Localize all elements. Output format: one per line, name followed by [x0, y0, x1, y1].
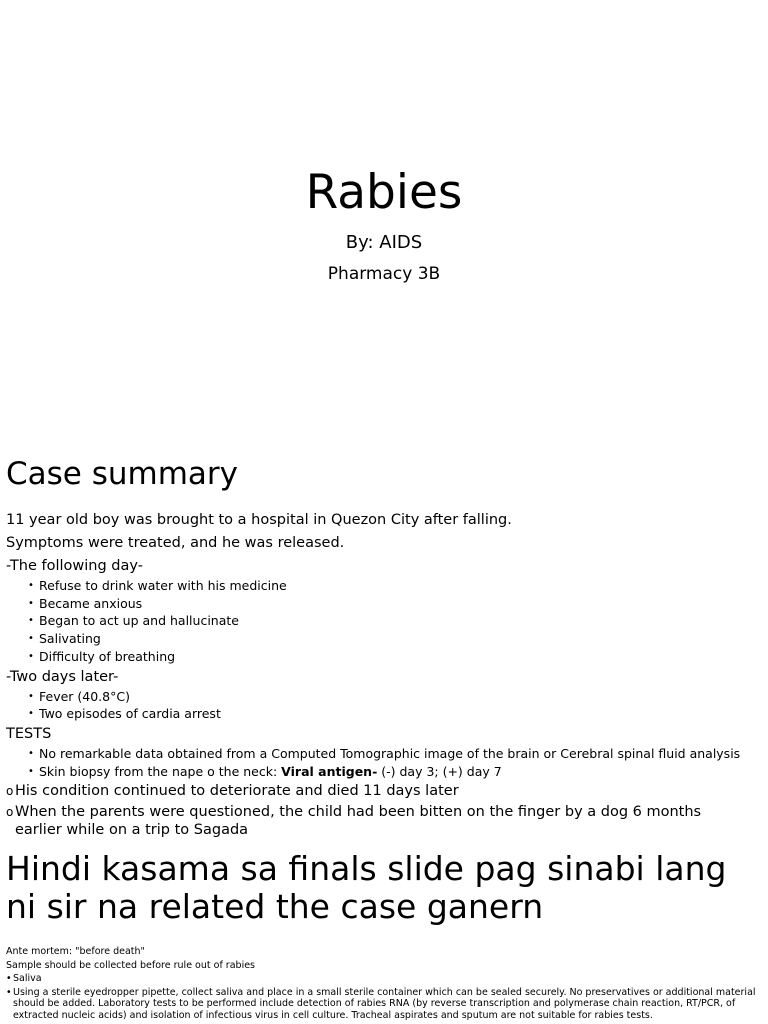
condition-item	[6, 782, 766, 800]
summary-line: 11 year old boy was brought to a hospital in Quezon City after falling.	[6, 512, 512, 528]
class-line: Pharmacy 3B	[327, 264, 441, 284]
tests-label: TESTS	[6, 725, 52, 742]
overlay-note: Hindi kasama sa finals slide pag sinabi lang ni sir na related the case ganern	[6, 849, 727, 926]
parents-text: When the parents were questioned, the child had been bitten on the finger by a dog 6 months earlier while on a trip to Sagada	[15, 804, 702, 839]
list-item: • No remarkable data obtained from a Computed Tomographic image of the brain or Cerebral spinal fluid analysis	[28, 745, 766, 763]
summary-line: Symptoms were treated, and he was released.	[6, 535, 345, 551]
author-line: By: AIDS	[345, 232, 423, 253]
parents-item	[6, 803, 766, 839]
list-item: • Difficulty of breathing	[28, 648, 766, 666]
two-days-list	[6, 688, 766, 723]
list-item	[28, 763, 766, 781]
tests-list	[6, 745, 766, 780]
list-item: • Became anxious	[28, 595, 766, 613]
following-day-list	[6, 577, 766, 666]
saliva-bullet: • Saliva	[6, 973, 758, 985]
title-slide	[0, 0, 768, 440]
case-summary-body	[6, 511, 766, 842]
ante-mortem-notes	[6, 946, 758, 1023]
viral-antigen-label: Viral antigen-	[281, 763, 378, 779]
list-item: • Refuse to drink water with his medicine	[28, 577, 766, 595]
two-days-label: -Two days later-	[6, 668, 119, 685]
tests-item-suffix: (-) day 3; (+) day 7	[377, 763, 502, 779]
circle-bullet: o	[6, 784, 14, 799]
list-item: • Began to act up and hallucinate	[28, 612, 766, 630]
following-day-label: -The following day-	[6, 558, 143, 574]
sample-line: Sample should be collected before rule out of rabies	[6, 959, 255, 971]
case-summary-heading: Case summary	[6, 456, 239, 492]
condition-text: His condition continued to deteriorate and died 11 days later	[15, 783, 459, 800]
ante-mortem-line: Ante mortem: "before death"	[6, 946, 145, 957]
list-item: • Fever (40.8°C)	[28, 688, 766, 706]
list-item: • Salivating	[28, 630, 766, 648]
procedure-bullet: • Using a sterile eyedropper pipette, collect saliva and place in a small sterile container which can be sealed securely. No preservatives or additional material should be added. Laboratory tests to be performed include detection of rabies RNA (by reverse transcription and polymerase chain reaction, RT/PCR, of extracted nucleic acids) and isolation of infectious virus in cell culture. Tracheal aspirates and sputum are not suitable for rabies tests.	[6, 987, 758, 1022]
tests-item-prefix: Skin biopsy from the nape o the neck:	[39, 763, 282, 779]
case-summary-slide	[0, 440, 768, 1024]
circle-bullet: o	[6, 805, 14, 820]
list-item: • Two episodes of cardia arrest	[28, 705, 766, 723]
slide-title: Rabies	[305, 165, 463, 220]
